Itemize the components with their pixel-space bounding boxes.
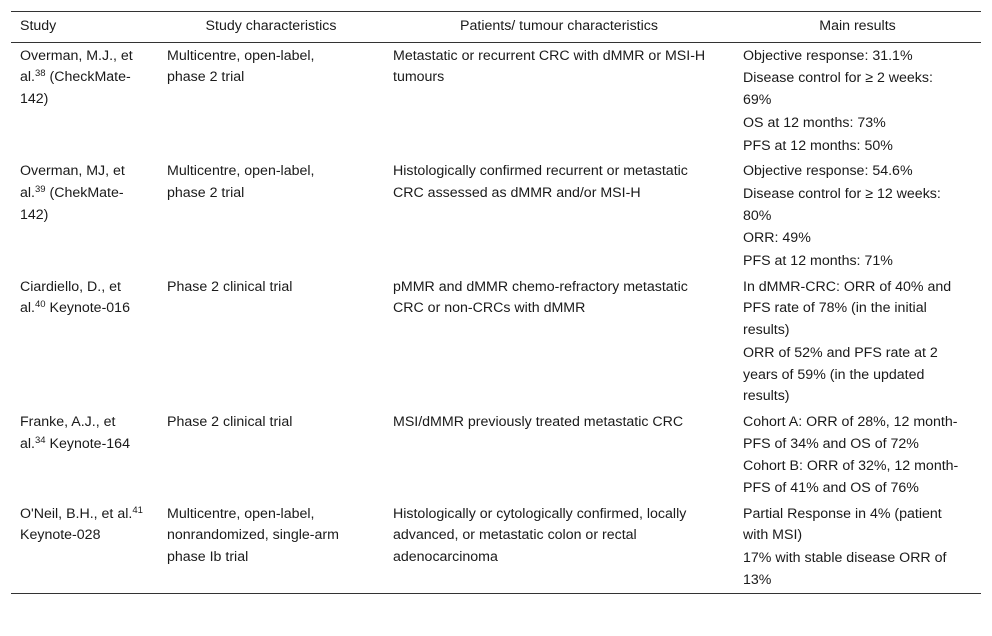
header-main-results: Main results [734,12,981,43]
table-row [11,42,981,158]
result-item: Disease control for ≥ 2 weeks: 69% [743,70,933,109]
study-cell [11,158,158,274]
design-cell: Multicentre, open-label, phase 2 trial [167,47,315,86]
design-cell: Phase 2 clinical trial [167,278,293,295]
result-item: In dMMR-CRC: ORR of 40% and PFS rate of 78% (in the initial results) [743,278,952,339]
results-cell [734,409,981,501]
study-trial-name: (ChekMate-142) [20,184,124,223]
table-row [11,409,981,501]
study-cell [11,42,158,158]
patients-cell: pMMR and dMMR chemo-refractory metastatic CRC or non-CRCs with dMMR [393,278,688,317]
results-cell [734,501,981,593]
patients-cell: MSI/dMMR previously treated metastatic CRC [393,413,684,430]
result-item: Cohort A: ORR of 28%, 12 month-PFS of 34% and OS of 72% [743,413,958,452]
patients-cell: Histologically or cytologically confirmed, locally advanced, or metastatic colon or rectal adenocarcinoma [384,501,734,593]
result-item: PFS at 12 months: 50% [743,137,893,154]
design-cell: Multicentre, open-label, nonrandomized, single-arm phase Ib trial [158,501,384,593]
study-author: Franke, A.J., et al. [20,413,116,452]
table-header-row [11,12,981,43]
result-item: Partial Response in 4% (patient with MSI) [743,505,942,544]
result-item: Disease control for ≥ 12 weeks: 80% [743,185,941,224]
study-trial-name: (CheckMate-142) [20,69,131,108]
header-patients-tumour: Patients/ tumour characteristics [384,12,734,43]
design-cell: Phase 2 clinical trial [167,413,293,430]
reference-number: 34 [34,434,46,446]
result-item: OS at 12 months: 73% [743,114,886,131]
result-item: Cohort B: ORR of 32%, 12 month-PFS of 41% and OS of 76% [743,458,959,497]
study-author: Overman, MJ, et al. [20,163,125,201]
results-table-container [11,11,981,594]
results-table [11,11,981,594]
reference-number: 39 [34,183,46,195]
study-trial-name: Keynote-164 [45,435,130,452]
results-cell [734,42,981,158]
result-item: ORR of 52% and PFS rate at 2 years of 59% (in the updated results) [743,344,938,405]
study-cell [11,501,158,593]
header-study: Study [11,12,158,43]
study-trial-name: Keynote-016 [45,300,130,317]
patients-cell: Metastatic or recurrent CRC with dMMR or MSI-H tumours [393,47,706,86]
results-cell [734,274,981,409]
result-item: Objective response: 31.1% [743,47,913,64]
reference-number: 38 [34,68,46,80]
study-trial-name: Keynote-028 [20,527,101,544]
reference-number: 40 [34,299,46,311]
study-cell [11,409,158,501]
result-item: 17% with stable disease ORR of 13% [743,550,947,588]
result-item: Objective response: 54.6% [743,163,913,180]
table-row [11,274,981,409]
design-cell: Multicentre, open-label, phase 2 trial [167,163,315,201]
study-author: Ciardiello, D., et al. [20,278,121,317]
result-item: ORR: 49% [743,230,811,247]
results-cell [734,158,981,274]
result-item: PFS at 12 months: 71% [743,253,893,270]
reference-number: 41 [132,504,143,516]
study-author: Overman, M.J., et al. [20,47,133,86]
study-cell [11,274,158,409]
table-row [11,501,981,593]
patients-cell: Histologically confirmed recurrent or metastatic CRC assessed as dMMR and/or MSI-H [393,163,688,201]
table-row [11,158,981,274]
header-study-characteristics: Study characteristics [158,12,384,43]
study-author: O'Neil, B.H., et al. [20,505,133,522]
